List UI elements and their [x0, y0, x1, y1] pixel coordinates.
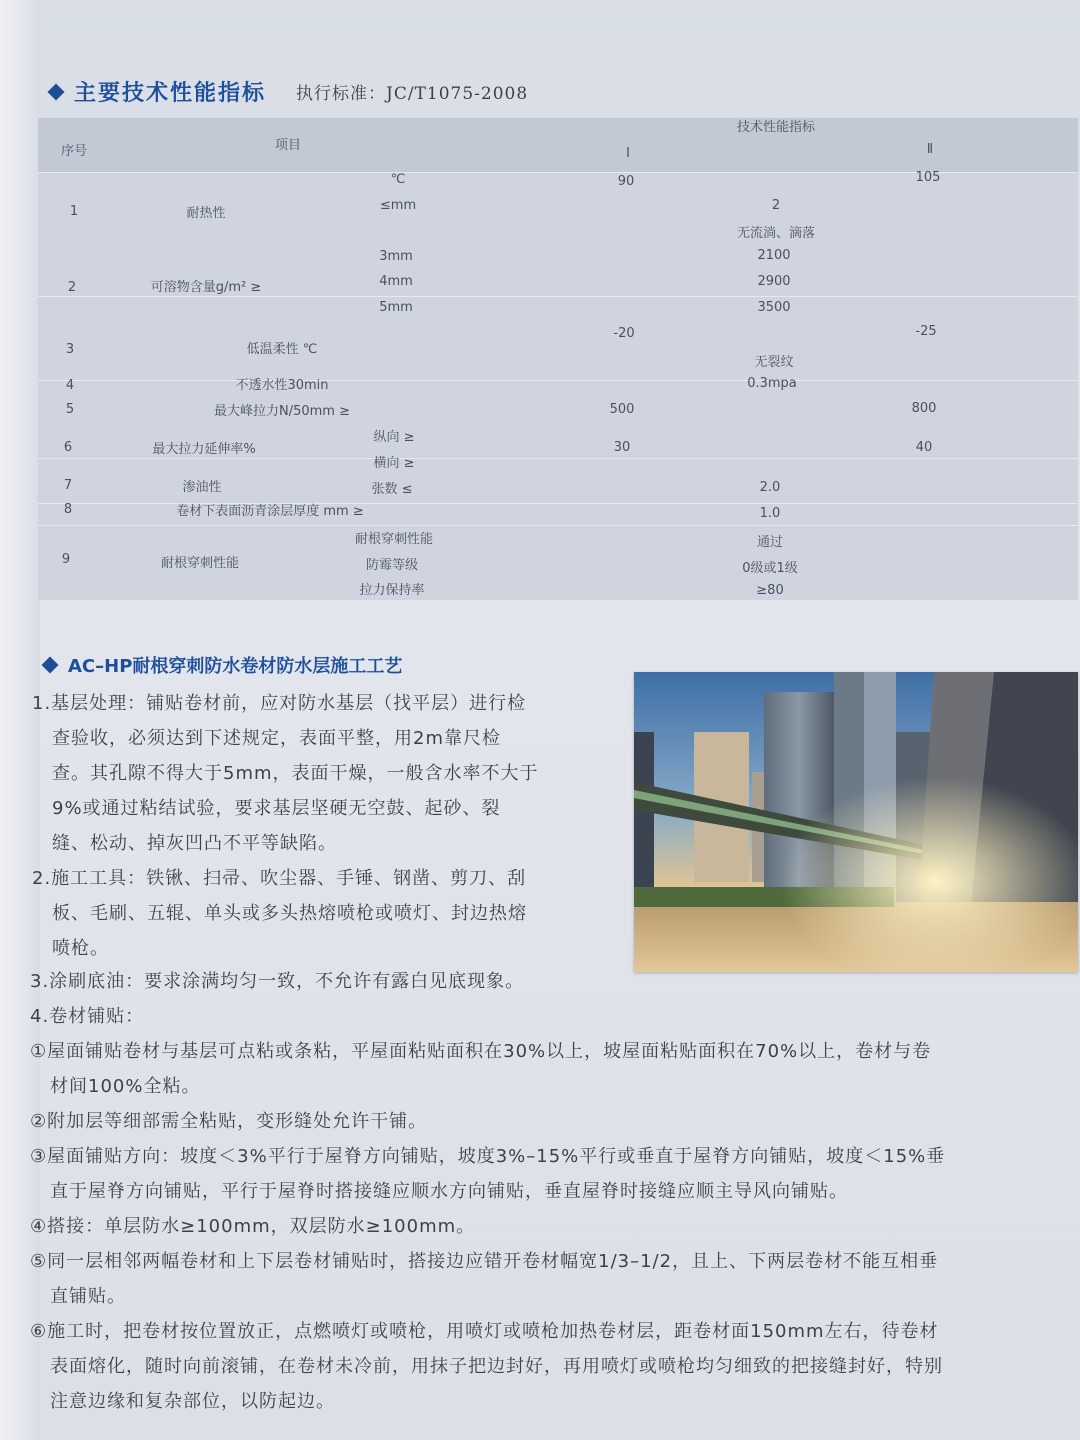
- row2-sub-4mm: 4mm: [379, 274, 413, 289]
- city-skyline-photo: [634, 672, 1078, 972]
- divider: [38, 525, 1078, 526]
- row7-value: 2.0: [759, 480, 781, 495]
- skyline-illustration: [634, 672, 1078, 972]
- row6-name: 最大拉力延伸率%: [152, 442, 256, 457]
- process-section-title: [44, 652, 402, 678]
- spec-table: [38, 118, 1078, 600]
- step-line: 直于屋脊方向铺贴，平行于屋脊时搭接缝应顺水方向铺贴，垂直屋脊时接缝应顺主导风向铺贴。: [50, 1181, 848, 1202]
- divider: [38, 296, 1078, 297]
- header-grade-2: Ⅱ: [926, 142, 934, 157]
- step-line: ③屋面铺贴方向：坡度＜3%平行于屋脊方向铺贴，坡度3%–15%平行或垂直于屋脊方向铺贴，坡度＜15%垂: [30, 1146, 946, 1167]
- row9-value-tensile: ≥80: [756, 583, 784, 598]
- row7-name: 渗油性: [182, 480, 222, 495]
- header-grade-1: Ⅰ: [626, 146, 630, 161]
- process-steps-wide: [30, 964, 1075, 1419]
- row6-no: 6: [63, 440, 73, 455]
- row6-grade1-value: 30: [613, 440, 631, 455]
- step-line: 3.涂刷底油：要求涂满均匀一致，不允许有露白见底现象。: [30, 971, 525, 992]
- process-steps-narrow: [32, 686, 592, 966]
- row3-grade1-value: -20: [613, 326, 635, 341]
- step-line: ⑥施工时，把卷材按位置放正，点燃喷灯或喷枪，用喷灯或喷枪加热卷材层，距卷材面150mm左右，待卷材: [30, 1321, 939, 1342]
- spec-section-title: [50, 76, 528, 107]
- row1-note: 无流淌、滴落: [736, 226, 816, 241]
- row2-value-4mm: 2900: [757, 274, 791, 289]
- row9-sub-tensile: 拉力保持率: [359, 583, 425, 598]
- row1-mm-value: 2: [771, 198, 781, 213]
- step-line: 材间100%全粘。: [50, 1076, 201, 1097]
- row7-no: 7: [63, 478, 73, 493]
- row6-sub-transverse: 横向 ≥: [373, 456, 415, 471]
- step-line: 板、毛刷、五辊、单头或多头热熔喷枪或喷灯、封边热熔: [52, 903, 527, 924]
- row6-sub-longitudinal: 纵向 ≥: [373, 430, 415, 445]
- row5-name: 最大峰拉力N/50mm ≥: [214, 404, 350, 419]
- row1-name: 耐热性: [186, 206, 226, 221]
- row2-name: 可溶物含量g/m² ≥: [150, 280, 262, 295]
- section-heading: 主要技术性能指标: [74, 81, 267, 106]
- row1-grade2-value: 105: [915, 170, 941, 185]
- table-header-band: [38, 118, 1078, 172]
- row9-value-mold: 0级或1级: [742, 561, 798, 576]
- step-line: 查。其孔隙不得大于5mm，表面干燥，一般含水率不大于: [52, 763, 539, 784]
- row7-sub: 张数 ≤: [371, 482, 413, 497]
- row3-name: 低温柔性 ℃: [246, 342, 318, 357]
- row4-no: 4: [65, 378, 75, 393]
- row5-grade2-value: 800: [911, 401, 937, 416]
- step-line: ②附加层等细部需全粘贴，变形缝处允许干铺。: [30, 1111, 428, 1132]
- row8-value: 1.0: [759, 506, 781, 521]
- row1-grade1-value: 90: [617, 174, 635, 189]
- row9-sub-mold: 防霉等级: [365, 558, 419, 573]
- step-line: 查验收，必须达到下述规定，表面平整，用2m靠尺检: [52, 728, 501, 749]
- step-line: 1.基层处理：铺贴卷材前，应对防水基层（找平层）进行检: [32, 693, 527, 714]
- row1-unit-mm: ≤mm: [379, 198, 417, 213]
- diamond-bullet-icon: [48, 83, 65, 100]
- step-line: 2.施工工具：铁锹、扫帚、吹尘器、手锤、钢凿、剪刀、刮: [32, 868, 527, 889]
- step-line: 直铺贴。: [50, 1286, 126, 1307]
- row3-note: 无裂纹: [754, 355, 794, 370]
- header-seq: 序号: [60, 144, 88, 159]
- row2-sub-5mm: 5mm: [379, 300, 413, 315]
- row2-sub-3mm: 3mm: [379, 249, 413, 264]
- row9-no: 9: [61, 552, 71, 567]
- row8-no: 8: [63, 502, 73, 517]
- step-line: ④搭接：单层防水≥100mm，双层防水≥100mm。: [30, 1216, 476, 1237]
- row6-grade2-value: 40: [915, 440, 933, 455]
- row5-no: 5: [65, 402, 75, 417]
- step-line: 注意边缘和复杂部位，以防起边。: [50, 1391, 335, 1412]
- row5-grade1-value: 500: [609, 402, 635, 417]
- step-line: 4.卷材铺贴：: [30, 1006, 145, 1027]
- step-line: 喷枪。: [52, 938, 109, 959]
- row2-no: 2: [67, 280, 77, 295]
- step-line: 9%或通过粘结试验，要求基层坚硬无空鼓、起砂、裂: [52, 798, 501, 819]
- row9-sub-root: 耐根穿刺性能: [354, 532, 434, 547]
- row2-value-5mm: 3500: [757, 300, 791, 315]
- row1-unit-c: ℃: [390, 172, 406, 187]
- row9-value-root: 通过: [756, 535, 784, 550]
- row4-value: 0.3mpa: [747, 376, 797, 391]
- row8-name: 卷材下表面沥青涂层厚度 mm ≥: [176, 504, 364, 519]
- row1-no: 1: [69, 204, 79, 219]
- step-line: ①屋面铺贴卷材与基层可点粘或条粘，平屋面粘贴面积在30%以上，坡屋面粘贴面积在70%以上，卷材与卷: [30, 1041, 932, 1062]
- row4-name: 不透水性30min: [235, 378, 329, 393]
- header-spec: 技术性能指标: [736, 120, 816, 135]
- divider: [38, 458, 1078, 459]
- standard-label: 执行标准：JC/T1075-2008: [296, 84, 529, 104]
- row2-value-3mm: 2100: [757, 248, 791, 263]
- row3-no: 3: [65, 342, 75, 357]
- step-line: ⑤同一层相邻两幅卷材和上下层卷材铺贴时，搭接边应错开卷材幅宽1/3–1/2，且上、下两层卷材不能互相垂: [30, 1251, 939, 1272]
- header-item: 项目: [274, 138, 302, 153]
- row3-grade2-value: -25: [915, 324, 937, 339]
- diamond-bullet-icon: [42, 657, 59, 674]
- section-heading: AC–HP耐根穿刺防水卷材防水层施工工艺: [68, 656, 403, 677]
- divider: [38, 380, 1078, 381]
- step-line: 缝、松动、掉灰凹凸不平等缺陷。: [52, 833, 337, 854]
- row9-name: 耐根穿刺性能: [160, 556, 240, 571]
- step-line: 表面熔化，随时向前滚铺，在卷材未冷前，用抹子把边封好，再用喷灯或喷枪均匀细致的把接缝封好，特别: [50, 1356, 943, 1377]
